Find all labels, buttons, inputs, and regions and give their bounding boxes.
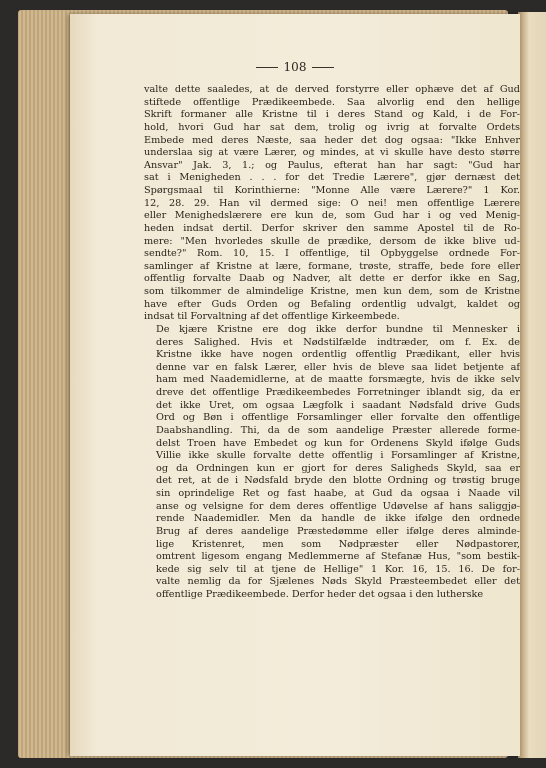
text-line: indsat til Forvaltning af det offentlige Kirkeembede. [144, 311, 400, 323]
text-line: offentlig forvalte Daab og Nadver, alt dette er derfor ikke en Sag, [144, 273, 520, 285]
text-line: Daabshandling. Thi, da de som aandelige Præster allerede forme- [156, 424, 520, 436]
text-line: mere: "Men hvorledes skulle de prædike, dersom de ikke blive ud- [144, 235, 520, 247]
text-line: denne var en falsk Lærer, eller hvis de bleve saa lidet betjente af [156, 361, 520, 373]
text-line: det ret, at de i Nødsfald bryde den blotte Ordning og trøstig bruge [156, 475, 520, 487]
text-line: dreve det offentlige Prædikeembedes Forretninger iblandt sig, da er [156, 387, 520, 398]
text-line: Embede med deres Næste, saa heder det dog ogsaa: "Ikke Enhver [144, 134, 520, 146]
text-line: og da Ordningen kun er gjort for deres Saligheds Skyld, saa er [156, 462, 520, 474]
text-line: sin oprindelige Ret og fast haabe, at Gud da ogsaa i Naade vil [156, 488, 520, 499]
header-rule-right [312, 67, 334, 68]
paragraph [144, 324, 520, 602]
text-line: samlinger af Kristne at lære, formane, trøste, straffe, bede fore eller [144, 260, 520, 272]
text-line: som tilkommer de almindelige Kristne, men kun dem, som de Kristne [144, 286, 520, 297]
text-line: eller Menighedslærere ere kun de, som Gud har i og ved Menig- [144, 210, 520, 222]
text-line: Kristne ikke have nogen ordentlig offentlig Prædikant, eller hvis [156, 349, 520, 361]
text-line: Spørgsmaal til Korinthierne: "Monne Alle være Lærere?" 1 Kor. [144, 185, 520, 196]
page-number: 108 [283, 60, 307, 74]
text-line: omtrent ligesom engang Medlemmerne af Stefanæ Hus, "som bestik- [156, 551, 520, 563]
text-line: De kjære Kristne ere dog ikke derfor bundne til Mennesker i [156, 323, 520, 335]
header-rule-left [256, 67, 278, 68]
text-line: sat i Menigheden . . . for det Tredie Lærere", gjør dernæst det [144, 172, 520, 184]
text-line: Ord og Bøn i offentlige Forsamlinger eller forvalte den offentlige [156, 412, 520, 424]
text-line: stiftede offentlige Prædikeembede. Saa alvorlig end den hellige [144, 96, 520, 108]
text-line: delst Troen have Embedet og kun for Ordenens Skyld ifølge Guds [156, 437, 520, 449]
text-line: Skrift formaner alle Kristne til i deres Stand og Kald, i de For- [144, 109, 520, 121]
text-line: ham med Naademidlerne, at de maatte forsmægte, hvis de ikke selv [156, 374, 520, 386]
body-text [144, 84, 520, 602]
text-line: rende Naademidler. Men da handle de ikke ifølge den ordnede [156, 513, 520, 525]
text-line: Villie ikke skulle forvalte dette offentlig i Forsamlinger af Kristne, [156, 450, 520, 462]
page-header [70, 60, 520, 74]
text-line: 12, 28. 29. Han vil dermed sige: O nei! men offentlige Lærere [144, 197, 520, 209]
text-line: lige Kristenret, men som Nødpræster eller Nødpastorer, [156, 538, 520, 550]
paragraph [144, 84, 520, 324]
text-line: anse og velsigne for dem deres offentlige Udøvelse af hans saliggjø- [156, 500, 520, 512]
text-line: kede sig selv til at tjene de Hellige" 1 Kor. 16, 15. 16. De for- [156, 563, 520, 575]
text-line: sendte?" Rom. 10, 15. I offentlige, til Opbyggelse ordnede For- [144, 248, 520, 260]
text-line: deres Salighed. Hvis et Nødstilfælde indtræder, om f. Ex. de [156, 336, 520, 348]
text-line: have efter Guds Orden og Befaling ordentlig udvalgt, kaldet og [144, 298, 520, 310]
text-line: offentlige Prædikeembede. Derfor heder det ogsaa i den lutherske [156, 589, 484, 600]
facing-page [518, 12, 546, 758]
text-line: underslaa sig at være Lærer, og mindes, at vi skulle have desto større [144, 147, 520, 159]
text-line: det ikke Uret, om ogsaa Lægfolk i saadant Nødsfald drive Guds [156, 399, 520, 411]
text-line: valte nemlig da for Sjælenes Nøds Skyld Præsteembedet eller det [156, 576, 520, 588]
text-line: valte dette saaledes, at de derved forstyrre eller ophæve det af Gud [144, 84, 520, 95]
text-line: heden indsat dertil. Derfor skriver den samme Apostel til de Ro- [144, 222, 520, 234]
book-page [70, 14, 520, 756]
text-line: Ansvar" Jak. 3, 1.; og Paulus, efterat han har sagt: "Gud har [144, 159, 520, 171]
text-line: Brug af deres aandelige Præstedømme eller ifølge deres alminde- [156, 525, 520, 537]
text-line: hold, hvori Gud har sat dem, trolig og ivrig at forvalte Ordets [144, 121, 520, 133]
